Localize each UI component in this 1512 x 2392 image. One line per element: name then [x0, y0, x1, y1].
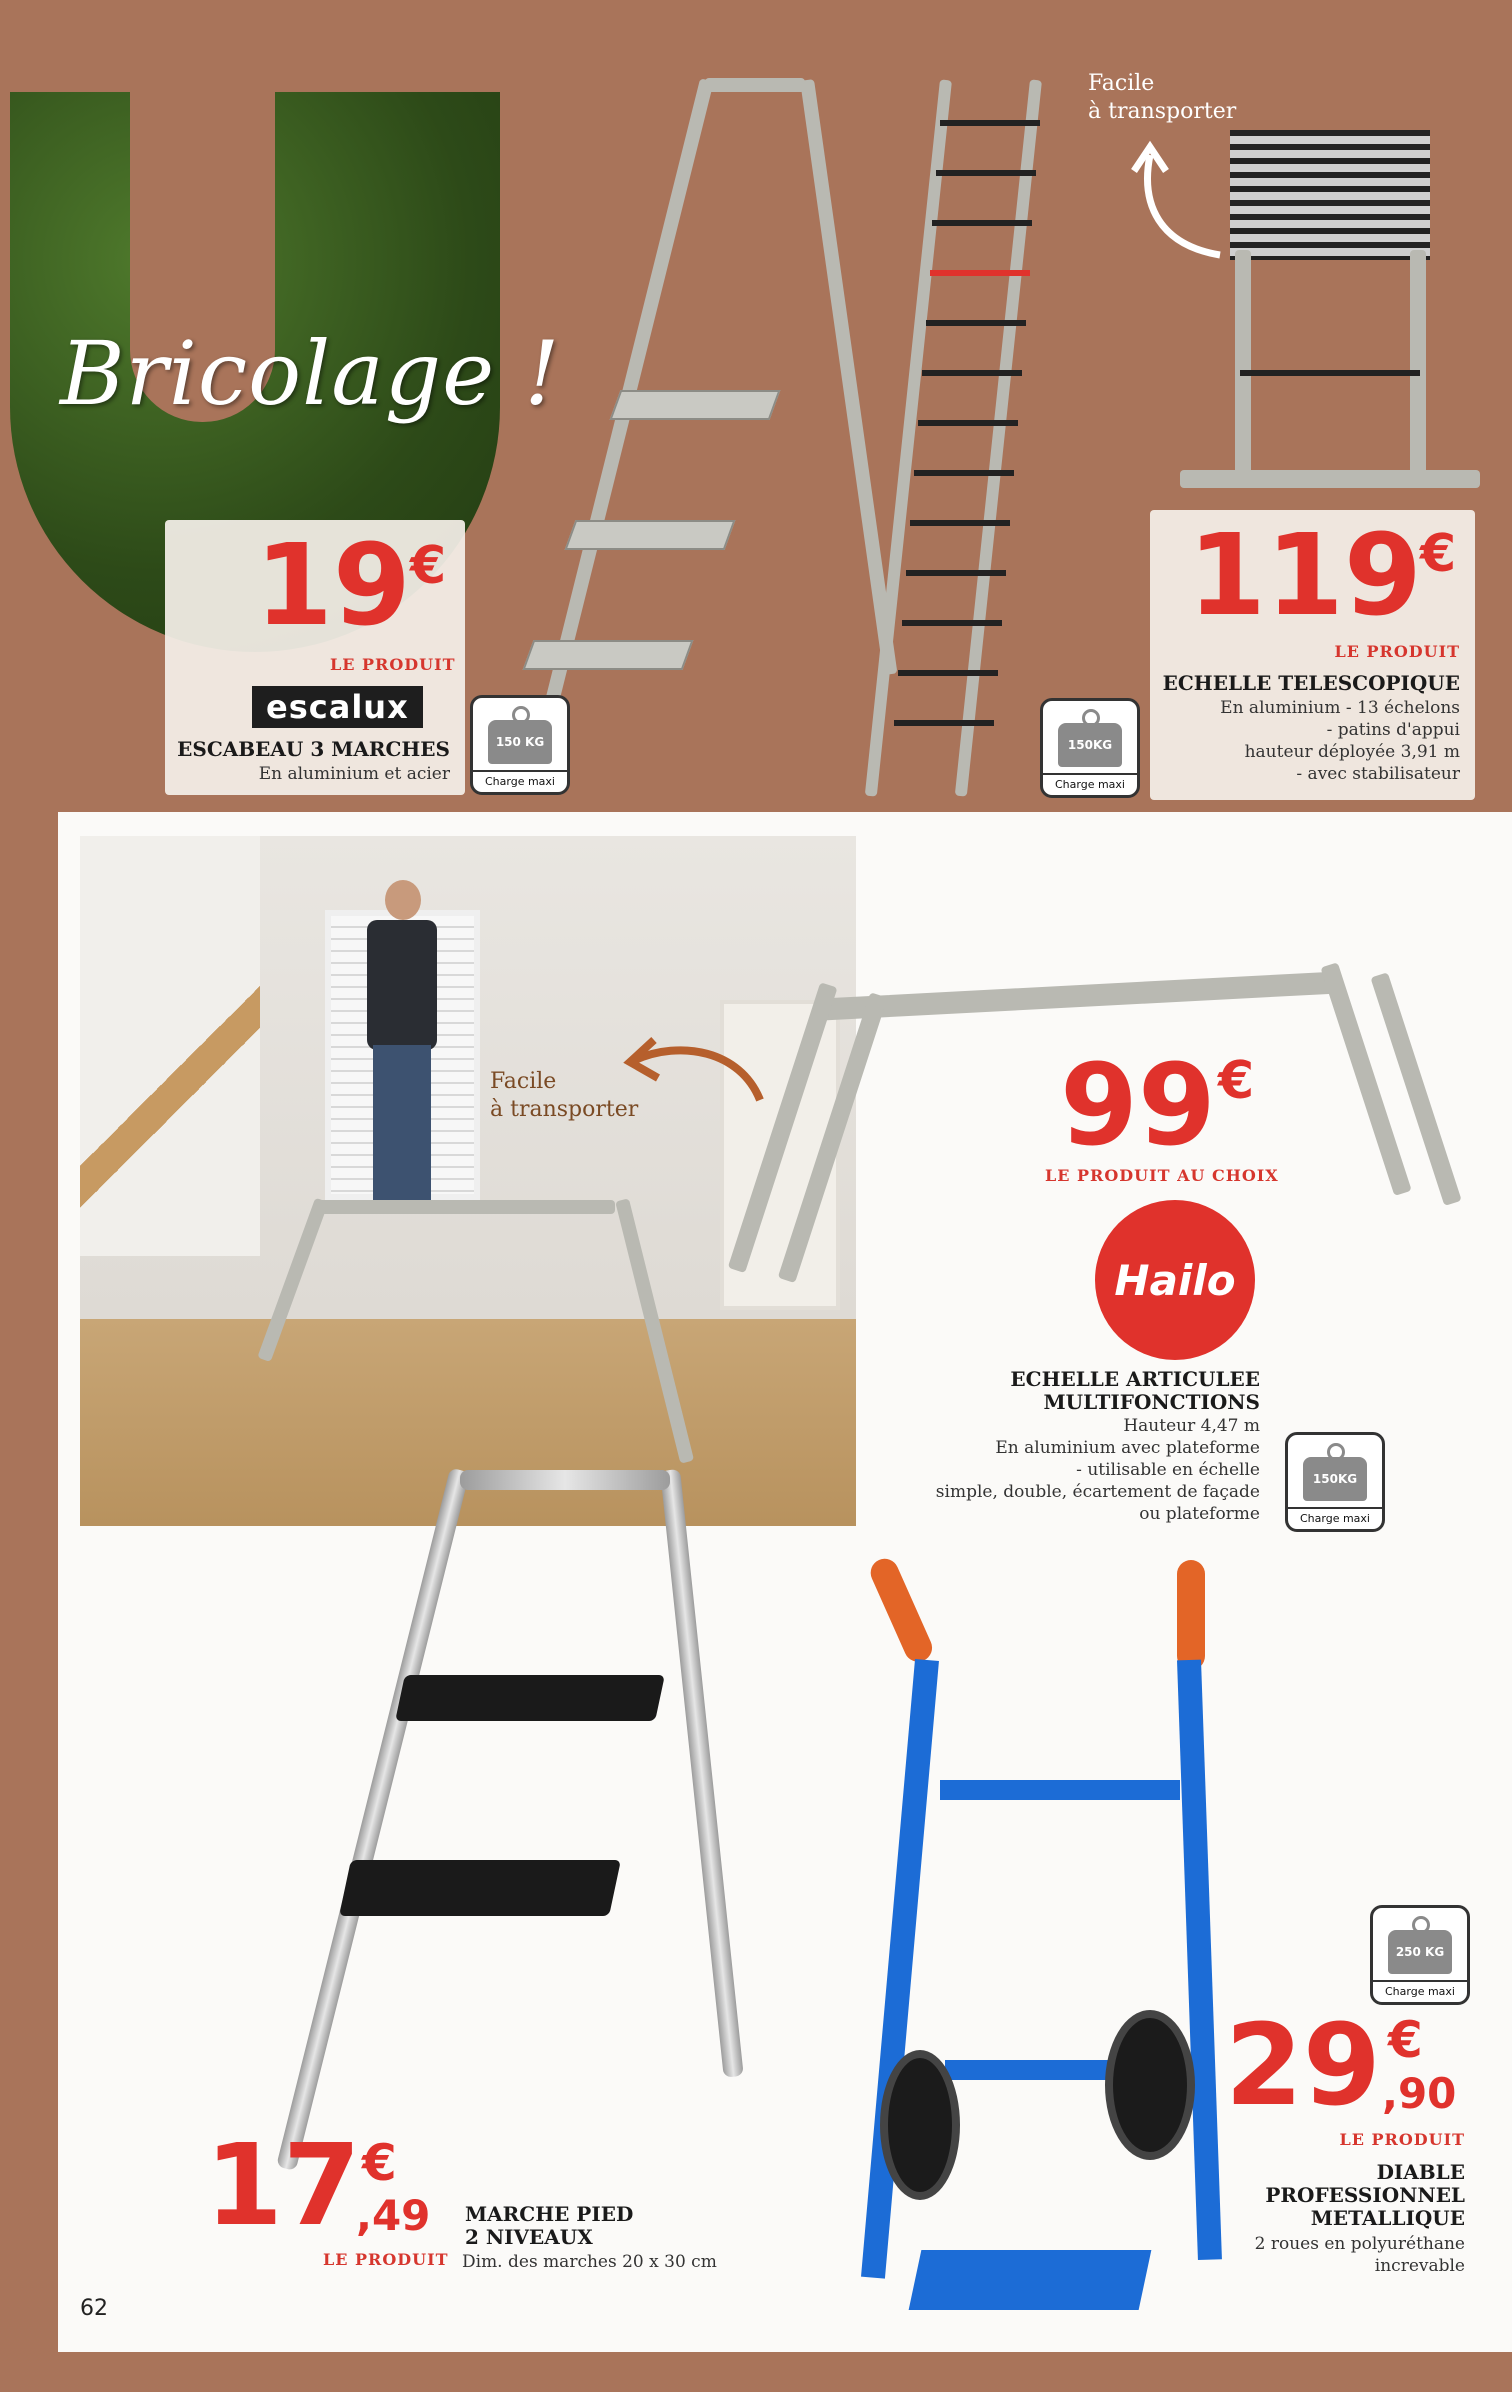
escabeau-title: ESCABEAU 3 MARCHES	[177, 737, 450, 761]
room-stairs	[80, 836, 260, 1256]
marchepied-price-currency: €	[362, 2134, 397, 2192]
facile-transporter-note-top: Facile à transporter	[1088, 71, 1237, 124]
diable-desc: 2 roues en polyuréthane increvable	[1254, 2234, 1465, 2277]
articulee-charge-maxi: 150KG Charge maxi	[1285, 1432, 1385, 1532]
weight-icon: 150KG	[1058, 723, 1122, 767]
diable-price: 29	[1225, 2001, 1381, 2131]
weight-icon: 250 KG	[1388, 1930, 1452, 1974]
articulee-price-label: LE PRODUIT AU CHOIX	[1045, 1166, 1279, 1185]
escabeau-price-currency: €	[410, 536, 447, 596]
platform-ladder-image	[245, 1200, 715, 1480]
telescopique-desc: En aluminium - 13 échelons - patins d'appui hauteur déployée 3,91 m - avec stabilisateur	[1220, 698, 1460, 785]
telescopique-price-currency: €	[1420, 524, 1457, 584]
marchepied-title: MARCHE PIED 2 NIVEAUX	[465, 2202, 634, 2249]
diable-price-cents: ,90	[1382, 2069, 1457, 2118]
escabeau-image	[500, 80, 880, 750]
marchepied-price-cents: ,49	[356, 2191, 431, 2240]
telescopique-price-label: LE PRODUIT	[1334, 642, 1460, 661]
escabeau-charge-maxi: 150 KG Charge maxi	[470, 695, 570, 795]
articulee-price: 99	[1060, 1041, 1216, 1171]
curved-arrow-icon	[1120, 135, 1230, 265]
weight-icon: 150KG	[1303, 1457, 1367, 1501]
telescopique-title: ECHELLE TELESCOPIQUE	[1162, 671, 1460, 695]
person-image	[345, 880, 455, 1210]
diable-charge-maxi: 250 KG Charge maxi	[1370, 1905, 1470, 2005]
escabeau-price: 19	[255, 521, 411, 651]
articulee-title: ECHELLE ARTICULEE MULTIFONCTIONS	[1010, 1367, 1260, 1414]
escabeau-desc: En aluminium et acier	[258, 764, 450, 784]
weight-icon: 150 KG	[488, 720, 552, 764]
marchepied-price: 17	[205, 2121, 361, 2251]
marchepied-price-label: LE PRODUIT	[323, 2250, 449, 2269]
echelle-telescopique-image	[870, 80, 1070, 800]
telescopique-charge-maxi: 150KG Charge maxi	[1040, 698, 1140, 798]
bottom-strip	[0, 2352, 1512, 2392]
page-number: 62	[80, 2296, 108, 2321]
section-title: Bricolage !	[60, 322, 561, 425]
marche-pied-image	[270, 1470, 790, 2190]
diable-image	[855, 1560, 1195, 2330]
telescopique-price: 119	[1188, 511, 1422, 641]
escabeau-price-label: LE PRODUIT	[330, 655, 456, 674]
articulee-desc: Hauteur 4,47 m En aluminium avec plateforme - utilisable en échelle simple, double, écartement de façade ou plateforme	[935, 1416, 1260, 1525]
hailo-logo: Hailo	[1095, 1200, 1255, 1360]
diable-price-currency: €	[1388, 2011, 1423, 2069]
articulee-price-currency: €	[1218, 1051, 1255, 1111]
escalux-logo: escalux	[252, 686, 423, 728]
diable-title: DIABLE PROFESSIONNEL METALLIQUE	[1265, 2160, 1465, 2230]
facile-transporter-note-middle: Facile à transporter	[490, 1069, 639, 1122]
diable-price-label: LE PRODUIT	[1339, 2130, 1465, 2149]
marchepied-desc: Dim. des marches 20 x 30 cm	[462, 2252, 717, 2272]
